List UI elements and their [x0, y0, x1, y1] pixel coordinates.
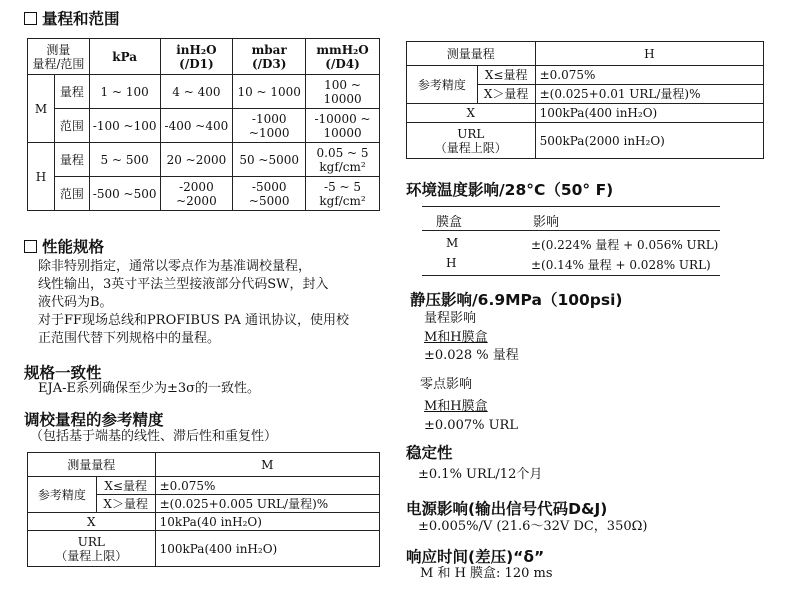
span-effect-value: ±0.028 % 量程 — [424, 348, 519, 363]
table-cell: 100 ~ 10000 — [306, 75, 380, 109]
url-value: 500kPa(2000 inH₂O) — [535, 123, 763, 159]
table-cell: 1 ~ 100 — [89, 75, 160, 109]
span-effect-capsule: M和H膜盒 — [424, 330, 488, 345]
url-value: 100kPa(400 inH₂O) — [155, 531, 379, 567]
table-rule-top — [422, 206, 720, 207]
table-rule-bottom — [422, 275, 720, 276]
temperature-title: 环境温度影响/28°C（50° F) — [406, 181, 614, 199]
range-table — [27, 38, 380, 211]
performance-paragraph: 除非特别指定，通常以零点作为基准调校量程， 线性输出，3英寸平法兰型接液部分代码SW，封入 液代码为B。 对于FF现场总线和PROFIBUS PA 通讯协议，使用校 正范围代替下列规格中的量程。 — [38, 259, 350, 346]
table-cell: -10000 ~ 10000 — [306, 109, 380, 143]
col-header-mbar: mbar (/D3) — [233, 39, 306, 75]
table-cell: -5 ~ 5 kgf/cm² — [306, 177, 380, 211]
accuracy-value: ±(0.025+0.005 URL/量程)% — [155, 495, 379, 513]
table-rule-mid — [422, 230, 720, 231]
accuracy-label: 参考精度 — [28, 477, 97, 513]
checkbox-square-icon — [24, 240, 37, 253]
table-header-label: 测量量程 — [28, 453, 156, 477]
temperature-row-effect: ±(0.224% 量程 + 0.056% URL) — [531, 238, 719, 252]
accuracy-value: ±(0.025+0.01 URL/量程)% — [535, 85, 763, 104]
static-pressure-title: 静压影响/6.9MPa（100psi) — [410, 291, 623, 309]
zero-effect-value: ±0.007% URL — [424, 418, 518, 433]
table-cell: 5 ~ 500 — [89, 143, 160, 177]
stability-title: 稳定性 — [406, 444, 453, 462]
capsule-m-label: M — [28, 75, 55, 143]
power-value: ±0.005%/V (21.6～32V DC，350Ω) — [418, 519, 648, 534]
table-cell: 10 ~ 1000 — [233, 75, 306, 109]
table-cell: -400 ~400 — [160, 109, 233, 143]
condition-cell: X＞量程 — [477, 85, 535, 104]
range-table-corner: 测量 量程/范围 — [28, 39, 90, 75]
condition-cell: X≤量程 — [477, 66, 535, 85]
temperature-row-capsule: H — [446, 256, 457, 270]
accuracy-value: ±0.075% — [535, 66, 763, 85]
table-cell: -2000 ~2000 — [160, 177, 233, 211]
table-cell: -5000 ~5000 — [233, 177, 306, 211]
row-label: 范围 — [54, 177, 89, 211]
response-title: 响应时间(差压)“δ” — [406, 548, 545, 566]
temperature-row-effect: ±(0.14% 量程 + 0.028% URL) — [531, 258, 711, 272]
performance-section-title: 性能规格 — [24, 235, 104, 257]
table-header-value: M — [155, 453, 379, 477]
table-header-label: 测量量程 — [407, 42, 536, 66]
conformance-text: EJA-E系列确保至少为±3σ的一致性。 — [38, 381, 261, 396]
condition-cell: X≤量程 — [96, 477, 155, 495]
x-value: 10kPa(40 inH₂O) — [155, 513, 379, 531]
conformance-title: 规格一致性 — [24, 364, 102, 382]
x-label: X — [407, 104, 536, 123]
x-value: 100kPa(400 inH₂O) — [535, 104, 763, 123]
row-label: 量程 — [54, 75, 89, 109]
accuracy-subtitle: （包括基于端基的线性、滞后性和重复性） — [30, 429, 278, 444]
table-cell: 0.05 ~ 5 kgf/cm² — [306, 143, 380, 177]
temperature-row-capsule: M — [446, 236, 459, 250]
url-label: URL （量程上限） — [28, 531, 156, 567]
temperature-col-capsule: 膜盒 — [436, 215, 463, 230]
accuracy-value: ±0.075% — [155, 477, 379, 495]
accuracy-table-h — [406, 41, 764, 159]
table-cell: 20 ~2000 — [160, 143, 233, 177]
col-header-kpa: kPa — [89, 39, 160, 75]
condition-cell: X＞量程 — [96, 495, 155, 513]
response-value: M 和 H 膜盒: 120 ms — [420, 566, 553, 581]
table-cell: 50 ~5000 — [233, 143, 306, 177]
accuracy-label: 参考精度 — [407, 66, 478, 104]
capsule-h-label: H — [28, 143, 55, 211]
table-header-value: H — [535, 42, 763, 66]
x-label: X — [28, 513, 156, 531]
power-title: 电源影响(输出信号代码D&J) — [406, 500, 608, 518]
zero-effect-label: 零点影响 — [420, 377, 473, 392]
table-cell: -500 ~500 — [89, 177, 160, 211]
accuracy-title: 调校量程的参考精度 — [24, 411, 164, 429]
table-cell: -100 ~100 — [89, 109, 160, 143]
col-header-inh2o: inH₂O (/D1) — [160, 39, 233, 75]
table-cell: -1000 ~1000 — [233, 109, 306, 143]
row-label: 量程 — [54, 143, 89, 177]
span-effect-label: 量程影响 — [424, 311, 477, 326]
zero-effect-capsule: M和H膜盒 — [424, 399, 488, 414]
row-label: 范围 — [54, 109, 89, 143]
temperature-col-effect: 影响 — [533, 215, 560, 230]
col-header-mmh2o: mmH₂O (/D4) — [306, 39, 380, 75]
table-cell: 4 ~ 400 — [160, 75, 233, 109]
stability-value: ±0.1% URL/12个月 — [418, 467, 543, 482]
range-section-title: 量程和范围 — [24, 7, 120, 29]
checkbox-square-icon — [24, 12, 37, 25]
url-label: URL （量程上限） — [407, 123, 536, 159]
accuracy-table-m — [27, 452, 380, 567]
